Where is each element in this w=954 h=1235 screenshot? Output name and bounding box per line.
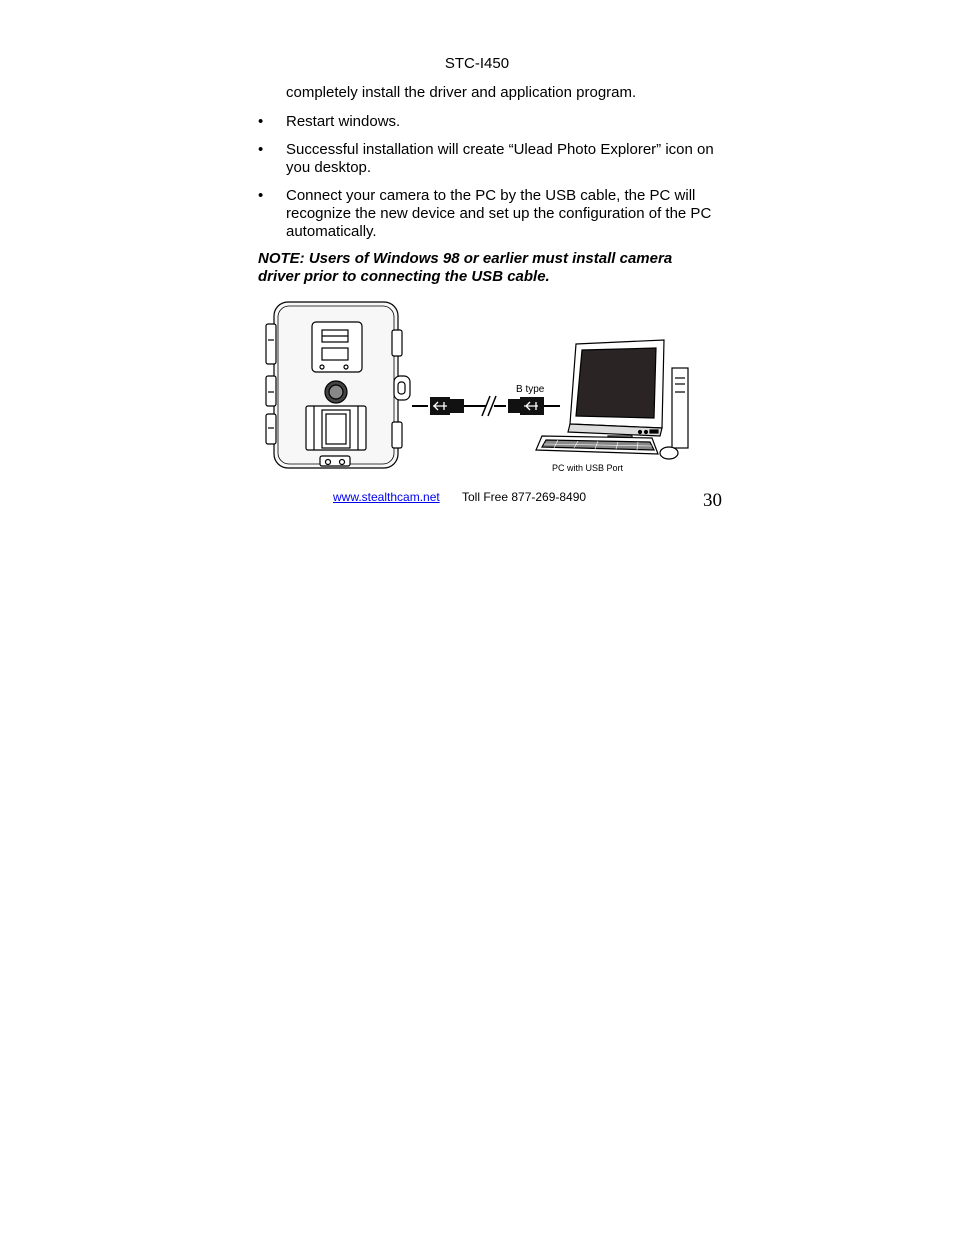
usb-cable-illustration xyxy=(412,396,560,416)
pc-port-label: PC with USB Port xyxy=(552,463,624,473)
usb-connection-illustration xyxy=(258,296,692,476)
bullet-text: Successful installation will create “Ulead Photo Explorer” icon on you desktop. xyxy=(286,141,714,176)
page-number: 30 xyxy=(703,490,722,511)
toll-free-number: Toll Free 877-269-8490 xyxy=(462,490,587,504)
bullet-text: Connect your camera to the PC by the USB cable, the PC will recognize the new device and set up the configuration of the PC automatically. xyxy=(286,187,712,240)
bullet-glyph: • xyxy=(258,141,264,158)
computer-illustration xyxy=(536,340,688,459)
continuation-text: completely install the driver and application program. xyxy=(286,84,637,101)
bullet-glyph: • xyxy=(258,187,264,204)
camera-illustration xyxy=(266,302,410,468)
note-text: NOTE: Users of Windows 98 or earlier must install camera driver prior to connecting the USB cable. xyxy=(258,250,673,285)
bullet-text: Restart windows. xyxy=(286,113,401,130)
usb-connection-figure xyxy=(258,296,692,476)
cable-type-label: B type xyxy=(516,384,545,395)
page-header-title: STC-I450 xyxy=(444,55,510,72)
website-link[interactable]: www.stealthcam.net xyxy=(333,490,440,504)
bullet-glyph: • xyxy=(258,113,264,130)
